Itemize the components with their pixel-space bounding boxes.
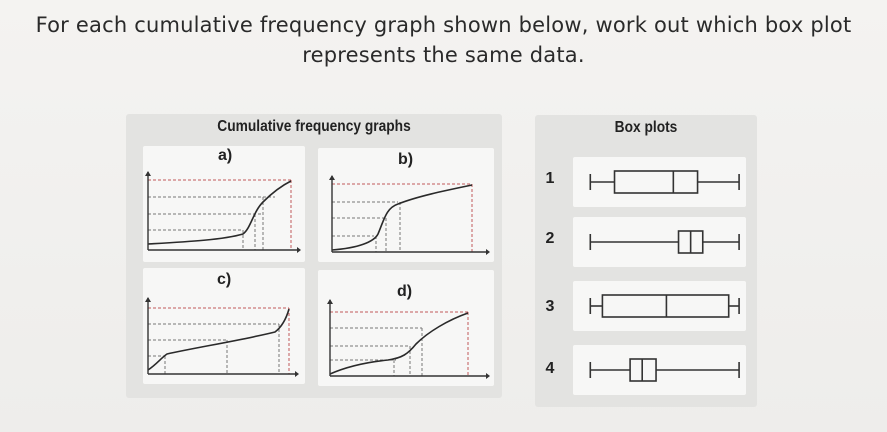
question-line-2: represents the same data. (302, 43, 585, 67)
graph-label-a: a) (218, 147, 233, 164)
box-plot-number-3: 3 (545, 298, 555, 315)
question-line-1: For each cumulative frequency graph shown below, work out which box plot (35, 13, 852, 37)
box-plot-card-1 (573, 157, 746, 207)
graph-label-d: d) (397, 283, 413, 300)
iqr-box (615, 171, 698, 193)
box-plot-number-4: 4 (545, 360, 555, 377)
box-plot-card-2 (573, 217, 746, 267)
box-plots-title: Box plots (614, 119, 678, 136)
box-plot-number-2: 2 (545, 230, 555, 247)
box-plot-card-4 (573, 345, 746, 395)
cumulative-frequency-title: Cumulative frequency graphs (217, 118, 411, 135)
graph-label-b: b) (398, 151, 414, 168)
graph-label-c: c) (217, 271, 232, 288)
box-plot-2 (573, 217, 746, 267)
box-plot-card-3 (573, 281, 746, 331)
box-plot-3 (573, 281, 746, 331)
box-plot-1 (573, 157, 746, 207)
question-text (0, 10, 887, 70)
box-plot-4 (573, 345, 746, 395)
box-plot-number-1: 1 (545, 170, 555, 187)
iqr-box (602, 295, 728, 317)
iqr-box (630, 359, 656, 381)
